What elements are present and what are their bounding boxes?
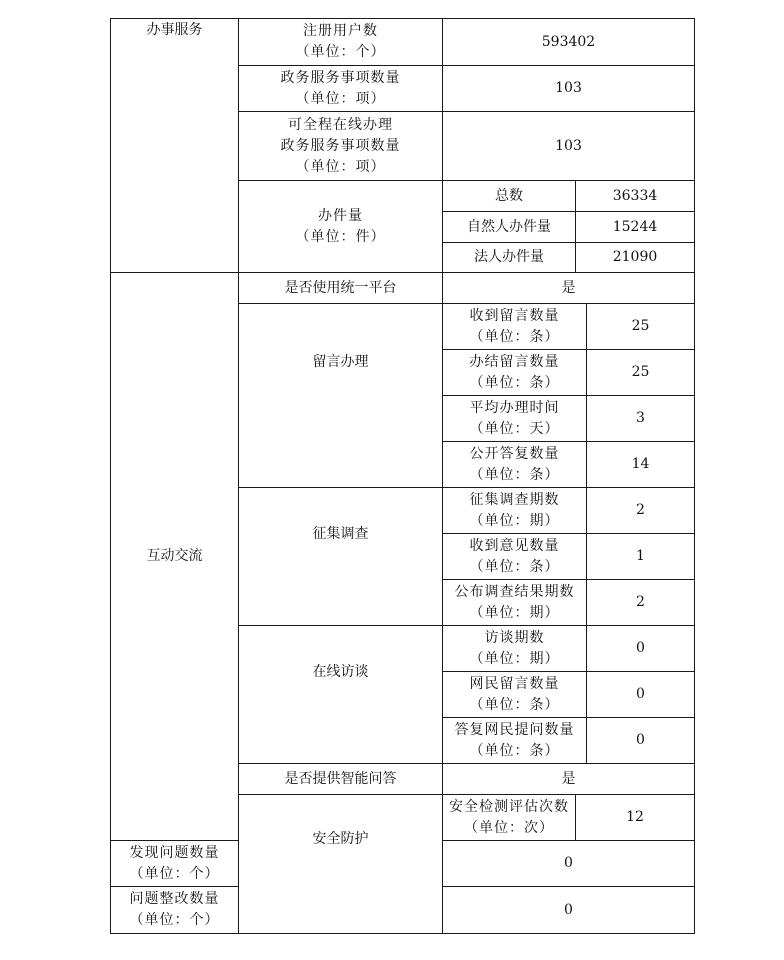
registered-users-value: 593402	[443, 19, 695, 66]
interview-label: 在线访谈	[239, 626, 443, 764]
messages-closed-value: 25	[587, 350, 695, 396]
survey-periods-value: 2	[587, 488, 695, 534]
category-cell-interaction: 互动交流	[111, 273, 239, 841]
online-items-label: 可全程在线办理 政务服务事项数量 （单位：项）	[239, 112, 443, 181]
messages-avg-time-label: 平均办理时间 （单位：天）	[443, 396, 587, 442]
interview-messages-label: 网民留言数量 （单位：条）	[443, 672, 587, 718]
issues-fixed-value: 0	[443, 887, 695, 934]
security-checks-label: 安全检测评估次数 （单位：次）	[443, 795, 576, 841]
messages-closed-label: 办结留言数量 （单位：条）	[443, 350, 587, 396]
smart-qa-value: 是	[443, 764, 695, 795]
cases-legal-person-value: 21090	[576, 243, 695, 273]
messages-public-replies-value: 14	[587, 442, 695, 488]
cases-natural-person-value: 15244	[576, 212, 695, 243]
cases-label: 办件量 （单位：件）	[239, 181, 443, 273]
survey-opinions-value: 1	[587, 534, 695, 580]
smart-qa-label: 是否提供智能问答	[239, 764, 443, 795]
registered-users-label: 注册用户数 （单位：个）	[239, 19, 443, 66]
interview-replies-label: 答复网民提问数量 （单位：条）	[443, 718, 587, 764]
cases-total-label: 总数	[443, 181, 576, 212]
survey-results-label: 公布调查结果期数 （单位：期）	[443, 580, 587, 626]
interview-messages-value: 0	[587, 672, 695, 718]
messages-received-label: 收到留言数量 （单位：条）	[443, 304, 587, 350]
unified-platform-value: 是	[443, 273, 695, 304]
survey-label: 征集调查	[239, 488, 443, 626]
category-cell-security: 安全防护	[239, 795, 443, 934]
interview-replies-value: 0	[587, 718, 695, 764]
security-checks-value: 12	[576, 795, 695, 841]
issues-fixed-label: 问题整改数量 （单位：个）	[111, 887, 239, 934]
statistics-table	[110, 18, 695, 934]
cases-legal-person-label: 法人办件量	[443, 243, 576, 273]
survey-opinions-label: 收到意见数量 （单位：条）	[443, 534, 587, 580]
interview-periods-label: 访谈期数 （单位：期）	[443, 626, 587, 672]
table-row	[111, 19, 695, 66]
issues-found-value: 0	[443, 841, 695, 887]
category-cell-service: 办事服务	[111, 19, 239, 273]
messages-received-value: 25	[587, 304, 695, 350]
messages-public-replies-label: 公开答复数量 （单位：条）	[443, 442, 587, 488]
messages-label: 留言办理	[239, 304, 443, 488]
cases-total-value: 36334	[576, 181, 695, 212]
survey-results-value: 2	[587, 580, 695, 626]
service-items-value: 103	[443, 66, 695, 112]
cases-natural-person-label: 自然人办件量	[443, 212, 576, 243]
interview-periods-value: 0	[587, 626, 695, 672]
table-row	[111, 273, 695, 304]
unified-platform-label: 是否使用统一平台	[239, 273, 443, 304]
online-items-value: 103	[443, 112, 695, 181]
messages-avg-time-value: 3	[587, 396, 695, 442]
issues-found-label: 发现问题数量 （单位：个）	[111, 841, 239, 887]
service-items-label: 政务服务事项数量 （单位：项）	[239, 66, 443, 112]
survey-periods-label: 征集调查期数 （单位：期）	[443, 488, 587, 534]
